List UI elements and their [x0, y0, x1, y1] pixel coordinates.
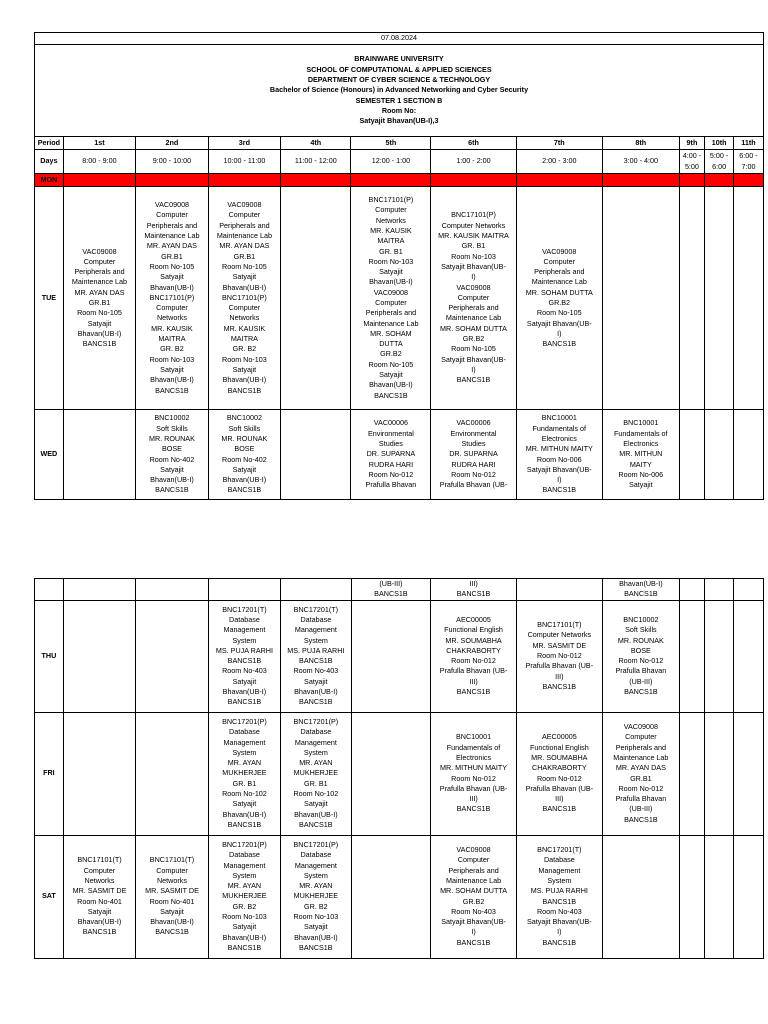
department-name: DEPARTMENT OF CYBER SCIENCE & TECHNOLOGY [307, 75, 491, 85]
day-thu: THU [35, 600, 64, 712]
sat-p7-cell: BNC17201(T) Database Management System MS. PUJA RARHI BANCS1B Room No-403 Satyajit Bhavan(UB- I) BANCS1B [516, 835, 602, 958]
sat-p1-cell: BNC17101(T) Computer Networks MR. SASMIT DE Room No-401 Satyajit Bhavan(UB-I) BANCS1B [63, 835, 135, 958]
timetable-page-2 [34, 578, 764, 959]
day-sat: SAT [35, 835, 64, 958]
days-label: Days [35, 150, 64, 174]
institution-header [35, 45, 764, 137]
tue-p3-cell: VAC09008 Computer Peripherals and Maintenance Lab MR. AYAN DAS GR.B1 Room No-105 Satyajit Bhavan(UB-I) BNC17101(P) Computer Networks MR. KAUSIK MAITRA GR. B2 Room No-103 Satyajit Bhavan(UB-I) BANCS1B [208, 187, 280, 410]
mon-row [35, 174, 764, 187]
wed-p4-cell [281, 410, 351, 500]
time-8: 3:00 - 4:00 [602, 150, 679, 174]
thu-row [35, 600, 764, 712]
sat-p6-cell: VAC09008 Computer Peripherals and Maintenance Lab MR. SOHAM DUTTA GR.B2 Room No-403 Satyajit Bhavan(UB- I) BANCS1B [431, 835, 516, 958]
day-tue: TUE [35, 187, 64, 410]
thu-p4-cell: BNC17201(T) Database Management System MS. PUJA RARHI BANCS1B Room No-403 Satyajit Bhavan(UB-I) BANCS1B [281, 600, 351, 712]
wed-p3-cell: BNC10002 Soft Skills MR. ROUNAK BOSE Room No-402 Satyajit Bhavan(UB-I) BANCS1B [208, 410, 280, 500]
tue-row [35, 187, 764, 410]
tue-p2-cell: VAC09008 Computer Peripherals and Maintenance Lab MR. AYAN DAS GR.B1 Room No-105 Satyajit Bhavan(UB-I) BNC17101(P) Computer Networks MR. KAUSIK MAITRA GR. B2 Room No-103 Satyajit Bhavan(UB-I) BANCS1B [136, 187, 208, 410]
period-7: 7th [516, 137, 602, 150]
day-fri: FRI [35, 712, 64, 835]
wed-p6-cont: III) BANCS1B [431, 579, 516, 601]
sat-row [35, 835, 764, 958]
room-label: Room No: [381, 105, 417, 115]
day-wed: WED [35, 410, 64, 500]
thu-p3-cell: BNC17201(T) Database Management System MS. PUJA RARHI BANCS1B Room No-403 Satyajit Bhavan(UB-I) BANCS1B [208, 600, 280, 712]
timetable-page-1 [34, 32, 764, 500]
tue-p7-cell: VAC09008 Computer Peripherals and Maintenance Lab MR. SOHAM DUTTA GR.B2 Room No-105 Satyajit Bhavan(UB- I) BANCS1B [516, 187, 602, 410]
program-name: Bachelor of Science (Honours) in Advanced Networking and Cyber Security [269, 85, 529, 95]
time-9: 4:00 - 5:00 [679, 150, 705, 174]
room-value: Satyajit Bhavan(UB-I),3 [359, 116, 439, 126]
wed-row [35, 410, 764, 500]
period-11: 11th [733, 137, 763, 150]
wed-p8-cell: BNC10001 Fundamentals of Electronics MR. MITHUN MAITY Room No-006 Satyajit [602, 410, 679, 500]
period-1: 1st [63, 137, 135, 150]
time-6: 1:00 - 2:00 [431, 150, 516, 174]
fri-p6-cell: BNC10001 Fundamentals of Electronics MR. MITHUN MAITY Room No-012 Prafulla Bhavan (UB- III) BANCS1B [431, 712, 516, 835]
thu-p6-cell: AEC00005 Functional English MR. SOUMABHA CHAKRABORTY Room No-012 Prafulla Bhavan (UB- III) BANCS1B [431, 600, 516, 712]
semester-section: SEMESTER 1 SECTION B [355, 95, 443, 105]
period-10: 10th [705, 137, 734, 150]
tue-p1-cell: VAC09008 Computer Peripherals and Maintenance Lab MR. AYAN DAS GR.B1 Room No-105 Satyajit Bhavan(UB-I) BANCS1B [63, 187, 135, 410]
time-7: 2:00 - 3:00 [516, 150, 602, 174]
thu-p7-cell: BNC17101(T) Computer Networks MR. SASMIT DE Room No-012 Prafulla Bhavan (UB- III) BANCS1B [516, 600, 602, 712]
wed-p2-cell: BNC10002 Soft Skills MR. ROUNAK BOSE Room No-402 Satyajit Bhavan(UB-I) BANCS1B [136, 410, 208, 500]
wed-p1-cell [63, 410, 135, 500]
date-cell: 07.08.2024 [35, 33, 764, 45]
period-9: 9th [679, 137, 705, 150]
period-5: 5th [351, 137, 431, 150]
fri-p4-cell: BNC17201(P) Database Management System MR. AYAN MUKHERJEE GR. B1 Room No-102 Satyajit Bhavan(UB-I) BANCS1B [281, 712, 351, 835]
tue-p5-cell: BNC17101(P) Computer Networks MR. KAUSIK MAITRA GR. B1 Room No-103 Satyajit Bhavan(UB-I) VAC09008 Computer Peripherals and Maintenance Lab MR. SOHAM DUTTA GR.B2 Room No-105 Satyajit Bhavan(UB-I) BANCS1B [351, 187, 431, 410]
time-header-row [35, 150, 764, 174]
time-3: 10:00 - 11:00 [208, 150, 280, 174]
time-1: 8:00 - 9:00 [63, 150, 135, 174]
sat-p3-cell: BNC17201(P) Database Management System MR. AYAN MUKHERJEE GR. B2 Room No-103 Satyajit Bhavan(UB-I) BANCS1B [208, 835, 280, 958]
wed-continued-row [35, 579, 764, 601]
tue-p6-cell: BNC17101(P) Computer Networks MR. KAUSIK MAITRA GR. B1 Room No-103 Satyajit Bhavan(UB- I) VAC09008 Computer Peripherals and Maintenance Lab MR. SOHAM DUTTA GR.B2 Room No-105 Satyajit Bhavan(UB- I) BANCS1B [431, 187, 516, 410]
wed-p6-cell: VAC00006 Environmental Studies DR. SUPARNA RUDRA HARI Room No-012 Prafulla Bhavan (UB- [431, 410, 516, 500]
time-5: 12:00 - 1:00 [351, 150, 431, 174]
period-8: 8th [602, 137, 679, 150]
wed-p8-cont: Bhavan(UB-I) BANCS1B [603, 579, 680, 601]
fri-p3-cell: BNC17201(P) Database Management System MR. AYAN MUKHERJEE GR. B1 Room No-102 Satyajit Bhavan(UB-I) BANCS1B [208, 712, 280, 835]
period-6: 6th [431, 137, 516, 150]
tue-p4-cell [281, 187, 351, 410]
period-label: Period [35, 137, 64, 150]
day-mon: MON [35, 174, 64, 187]
tue-p8-cell [602, 187, 679, 410]
period-4: 4th [281, 137, 351, 150]
time-4: 11:00 - 12:00 [281, 150, 351, 174]
period-3: 3rd [208, 137, 280, 150]
thu-p8-cell: BNC10002 Soft Skills MR. ROUNAK BOSE Room No-012 Prafulla Bhavan (UB-III) BANCS1B [603, 600, 680, 712]
time-2: 9:00 - 10:00 [136, 150, 208, 174]
wed-p7-cell: BNC10001 Fundamentals of Electronics MR. MITHUN MAITY Room No-006 Satyajit Bhavan(UB- I) BANCS1B [516, 410, 602, 500]
wed-p5-cell: VAC00006 Environmental Studies DR. SUPARNA RUDRA HARI Room No-012 Prafulla Bhavan [351, 410, 431, 500]
university-name: BRAINWARE UNIVERSITY [354, 54, 444, 64]
wed-p5-cont: (UB-III) BANCS1B [351, 579, 431, 601]
fri-p7-cell: AEC00005 Functional English MR. SOUMABHA CHAKRABORTY Room No-012 Prafulla Bhavan (UB- III) BANCS1B [516, 712, 602, 835]
period-header-row [35, 137, 764, 150]
sat-p4-cell: BNC17201(P) Database Management System MR. AYAN MUKHERJEE GR. B2 Room No-103 Satyajit Bhavan(UB-I) BANCS1B [281, 835, 351, 958]
time-10: 5:00 - 6:00 [705, 150, 734, 174]
time-11: 6:00 - 7:00 [733, 150, 763, 174]
school-name: SCHOOL OF COMPUTATIONAL & APPLIED SCIENCES [306, 64, 492, 74]
fri-row [35, 712, 764, 835]
fri-p8-cell: VAC09008 Computer Peripherals and Maintenance Lab MR. AYAN DAS GR.B1 Room No-012 Prafulla Bhavan (UB-III) BANCS1B [603, 712, 680, 835]
sat-p2-cell: BNC17101(T) Computer Networks MR. SASMIT DE Room No-401 Satyajit Bhavan(UB-I) BANCS1B [136, 835, 208, 958]
period-2: 2nd [136, 137, 208, 150]
